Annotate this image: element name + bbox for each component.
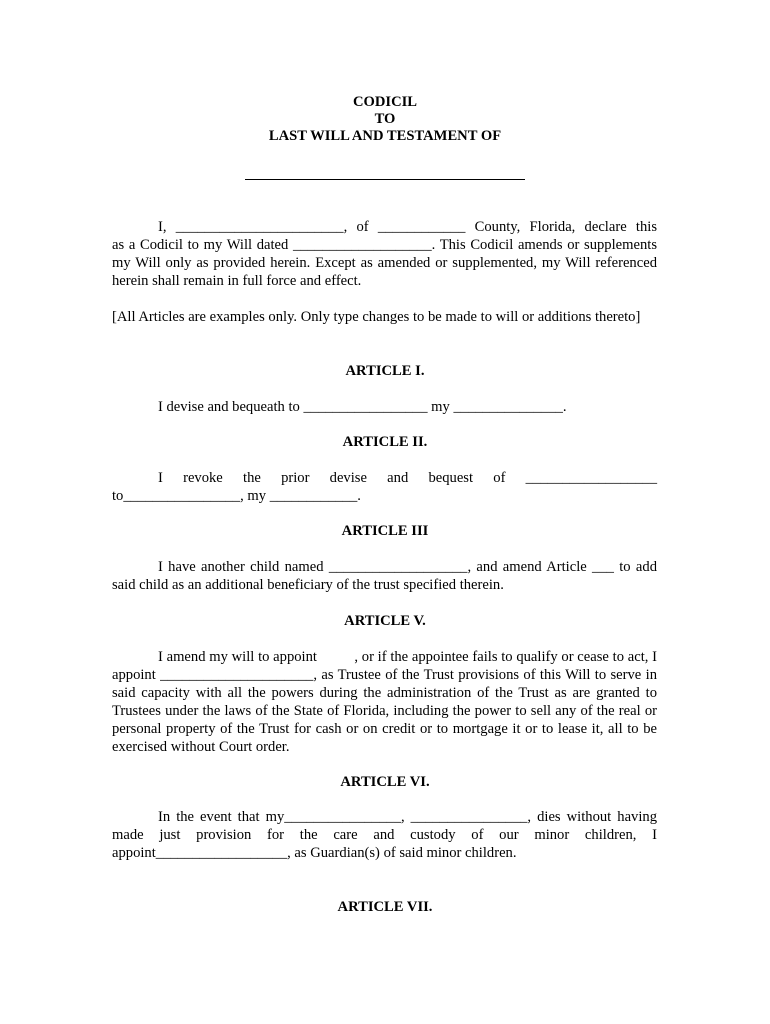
- article-3-text: I have another child named ___________________, and amend Article ___ to add said child as an additional beneficiary of the trust specified therein.: [112, 559, 657, 593]
- article-1-heading: ARTICLE I.: [345, 363, 425, 379]
- examples-note: [All Articles are examples only. Only type changes to be made to will or additions thereto]: [112, 309, 641, 325]
- article-2-line-1: I revoke the prior devise and bequest of __________________: [158, 470, 657, 486]
- article-1-body: [112, 398, 657, 416]
- intro-first-line: I, _______________________, of ____________ County, Florida, declare this: [158, 219, 657, 235]
- title-line-testament: LAST WILL AND TESTAMENT OF: [268, 128, 502, 144]
- document-title: [0, 94, 770, 145]
- article-3-heading: ARTICLE III: [341, 523, 429, 539]
- article-7-heading: ARTICLE VII.: [337, 899, 433, 915]
- intro-paragraph: [112, 218, 657, 290]
- intro-rest: as a Codicil to my Will dated ___________________. This Codicil amends or supplements my Will only as provided herein. Except as amended or supplemented, my Will referenced herein shall remain in full force and effect.: [112, 237, 657, 289]
- article-1-text: I devise and bequeath to _________________ my _______________.: [158, 399, 567, 415]
- title-line-codicil: CODICIL: [352, 94, 418, 110]
- article-2-line-2: to________________, my ____________.: [112, 488, 361, 504]
- article-6-text: In the event that my________________, ________________, dies without having made just provision for the care and custody of our minor children, I appoint__________________, as Guardian(s) of said minor children.: [112, 809, 657, 861]
- article-2-heading: ARTICLE II.: [342, 434, 428, 450]
- title-line-to: TO: [374, 111, 396, 127]
- article-3-body: [112, 558, 657, 594]
- article-5-text: I amend my will to appoint , or if the appointee fails to qualify or cease to act, I appoint _____________________, as Trustee of the Trust provisions of this Will to serve in said capacity with all the powers during the administration of the Trust as are granted to Trustees under the laws of the State of Florida, including the power to sell any of the real or personal property of the Trust for cash or on credit or to mortgage it or to lease it, all to be exercised without Court order.: [112, 649, 661, 755]
- article-6-heading: ARTICLE VI.: [340, 774, 430, 790]
- article-5-heading: ARTICLE V.: [344, 613, 426, 629]
- testator-name-blank-line: [245, 179, 525, 180]
- article-5-body: [112, 648, 661, 756]
- article-6-body: [112, 808, 657, 862]
- article-2-body: [112, 469, 657, 505]
